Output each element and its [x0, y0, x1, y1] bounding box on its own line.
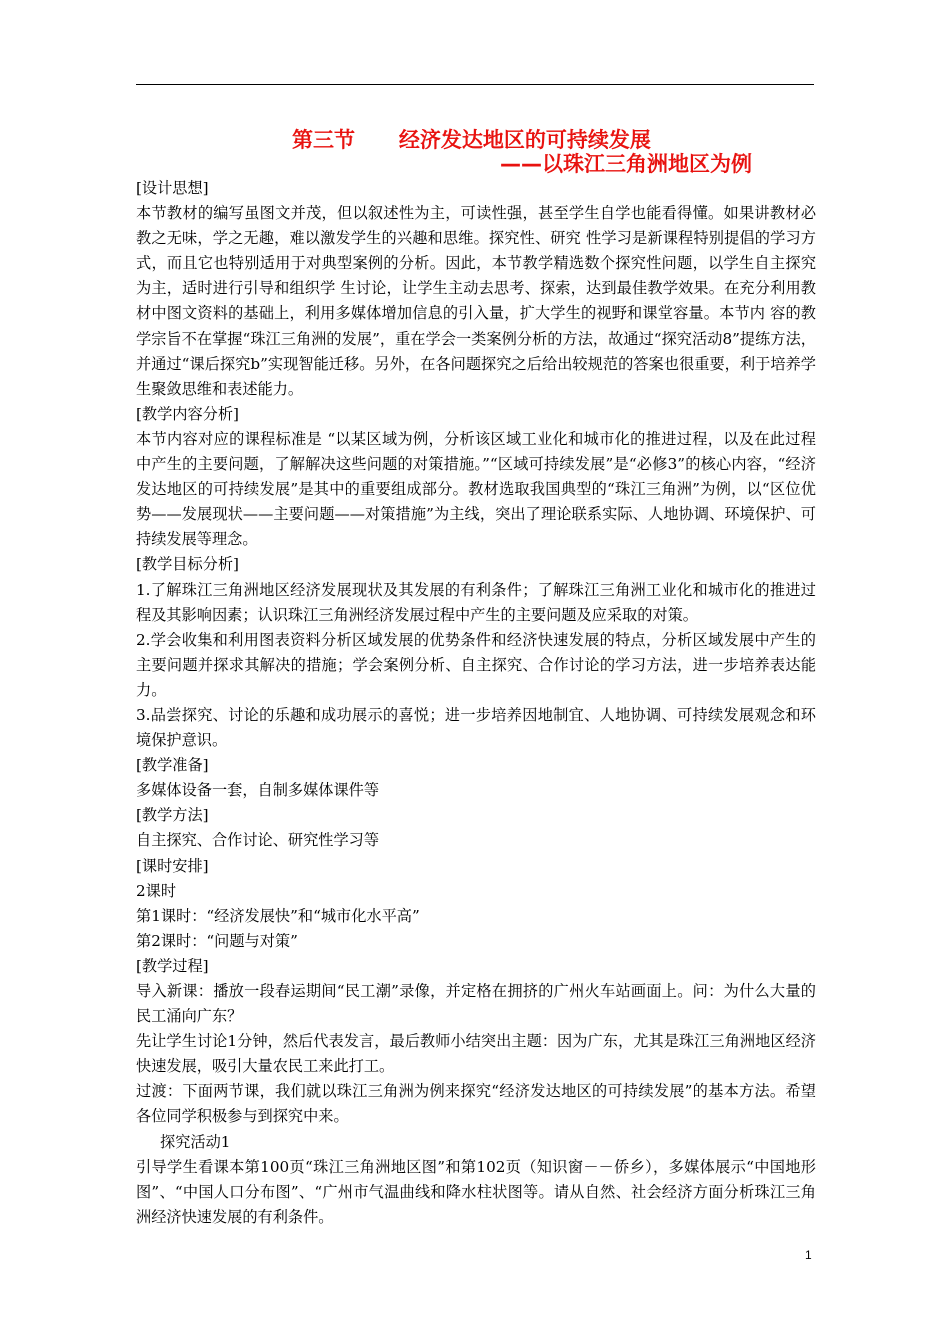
document-body — [136, 176, 816, 1230]
page-number: 1 — [805, 1248, 812, 1262]
paragraph-prep: 多媒体设备一套，自制多媒体课件等 — [136, 781, 379, 800]
paragraph-method: 自主探究、合作讨论、研究性学习等 — [136, 831, 379, 850]
paragraph-activity: 引导学生看课本第100页“珠江三角洲地区图”和第102页（知识窗－－侨乡），多媒体展示“中国地形图”、“中国人口分布图”、“广州市气温曲线和降水柱状图等。请从自然、社会经济方面分析珠江三角洲经济快速发展的有利条件。 — [136, 1157, 816, 1226]
section-heading-process: [教学过程] — [136, 956, 209, 975]
section-heading-content: [教学内容分析] — [136, 404, 239, 423]
goal-item-1: 1.了解珠江三角洲地区经济发展现状及其发展的有利条件；了解珠江三角洲工业化和城市化的推进过程及其影响因素；认识珠江三角洲经济发展过程中产生的主要问题及应采取的对策。 — [136, 580, 816, 624]
schedule-line-2: 第1课时：“经济发展快”和“城市化水平高” — [136, 906, 420, 925]
paragraph-intro: 导入新课：播放一段春运期间“民工潮”录像，并定格在拥挤的广州火车站画面上。问：为什么大量的民工涌向广东？ — [136, 982, 816, 1026]
section-heading-schedule: [课时安排] — [136, 856, 209, 875]
goal-item-3: 3.品尝探究、讨论的乐趣和成功展示的喜悦；进一步培养因地制宜、人地协调、可持续发展观念和环境保护意识。 — [136, 705, 816, 750]
page-subtitle: ——以珠江三角洲地区为例 — [500, 152, 752, 176]
activity-title: 探究活动1 — [160, 1132, 231, 1151]
paragraph-content: 本节内容对应的课程标准是 “以某区域为例，分析该区域工业化和城市化的推进过程，以及在此过程中产生的主要问题，了解解决这些问题的对策措施。”“区域可持续发展”是“必修3”的核心内容，“经济发达地区的可持续发展”是其中的重要组成部分。教材选取我国典型的“珠江三角洲”为例，以“区位优势——发展现状——主要问题——对策措施”为主线，突出了理论联系实际、人地协调、环境保护、可持续发展等理念。 — [136, 429, 816, 549]
section-heading-method: [教学方法] — [136, 806, 209, 825]
paragraph-design: 本节教材的编写虽图文并茂，但以叙述性为主，可读性强，甚至学生自学也能看得懂。如果讲教材必教之无味，学之无趣，难以激发学生的兴趣和思维。探究性、研究 性学习是新课程特别提倡的学习方式，而且它也特别适用于对典型案例的分析。因此，本节教学精选数个探究性问题，以学生自主探究为主，适时进行引导和组织学 生讨论，让学生主动去思考、探索，达到最佳教学效果。在充分利用教材中图文资料的基础上，利用多媒体增加信息的引入量，扩大学生的视野和课堂容量。本节内 容的教学宗旨不在掌握“珠江三角洲的发展”，重在学会一类案例分析的方法，故通过“探究活动8”提练方法，并通过“课后探究b”实现智能迁移。另外，在各问题探究之后给出较规范的答案也很重要，利于培养学生聚敛思维和表述能力。 — [136, 204, 816, 398]
section-heading-goals: [教学目标分析] — [136, 555, 239, 574]
schedule-line-1: 2课时 — [136, 881, 177, 900]
page-title: 第三节 经济发达地区的可持续发展 — [292, 128, 651, 152]
paragraph-transition: 过渡：下面两节课，我们就以珠江三角洲为例来探究“经济发达地区的可持续发展”的基本方法。希望各位同学积极参与到探究中来。 — [136, 1082, 816, 1126]
schedule-line-3: 第2课时：“问题与对策” — [136, 931, 298, 950]
section-heading-design: [设计思想] — [136, 179, 209, 197]
header-rule — [136, 84, 814, 85]
section-heading-prep: [教学准备] — [136, 756, 209, 775]
goal-item-2: 2.学会收集和利用图表资料分析区域发展的优势条件和经济快速发展的特点，分析区域发展中产生的主要问题并探求其解决的措施；学会案例分析、自主探究、合作讨论的学习方法，进一步培养表达能力。 — [136, 630, 816, 699]
paragraph-discussion: 先让学生讨论1分钟，然后代表发言，最后教师小结突出主题：因为广东，尤其是珠江三角洲地区经济快速发展，吸引大量农民工来此打工。 — [136, 1032, 816, 1076]
